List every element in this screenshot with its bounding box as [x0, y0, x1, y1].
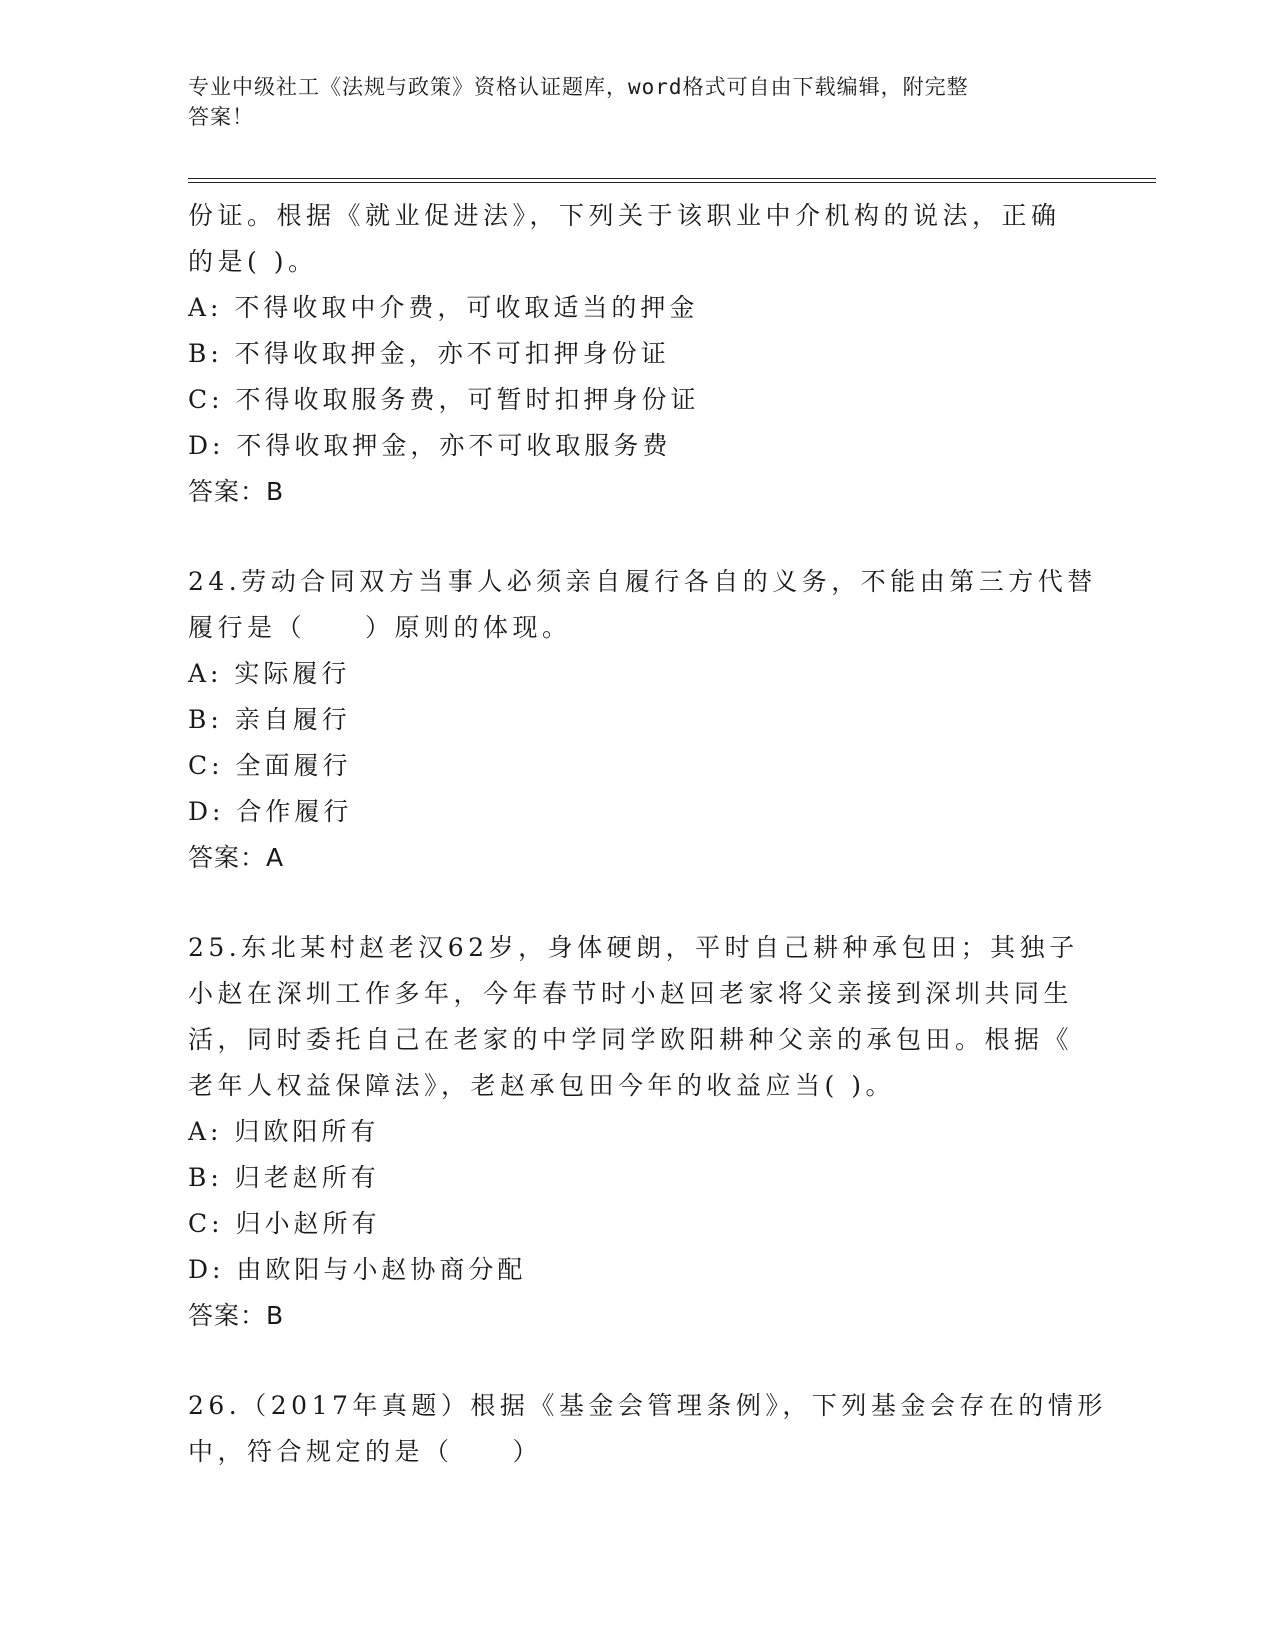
question-text: [188, 559, 1097, 651]
header-divider: [188, 178, 1156, 183]
question-line: 老年人权益保障法》，老赵承包田今年的收益应当( )。: [188, 1071, 895, 1100]
option-a: A: 归欧阳所有: [188, 1117, 380, 1146]
question-block: [188, 559, 1097, 881]
question-list: [188, 193, 1107, 1475]
question-line: 24.劳动合同双方当事人必须亲自履行各自的义务，不能由第三方代替: [188, 567, 1097, 596]
option-c: C: 全面履行: [188, 751, 352, 780]
option-a: A: 不得收取中介费，可收取适当的押金: [188, 293, 699, 322]
question-line: 25.东北某村赵老汉62岁，身体硬朗，平时自己耕种承包田；其独子: [188, 933, 1079, 962]
question-line: 小赵在深圳工作多年，今年春节时小赵回老家将父亲接到深圳共同生: [188, 979, 1074, 1008]
answer-line: 答案：A: [188, 843, 285, 872]
question-line: 中，符合规定的是（ ）: [188, 1437, 543, 1466]
answer-line: 答案：B: [188, 477, 285, 506]
question-text: [188, 925, 1088, 1109]
question-block: [188, 193, 1088, 515]
option-c: C: 不得收取服务费，可暂时扣押身份证: [188, 385, 700, 414]
question-line: 的是( )。: [188, 247, 318, 276]
question-line: 履行是（ ）原则的体现。: [188, 613, 572, 642]
option-d: D: 不得收取押金，亦不可收取服务费: [188, 431, 672, 460]
option-d: D: 由欧阳与小赵协商分配: [188, 1255, 527, 1284]
question-block: [188, 1383, 1107, 1475]
option-b: B: 归老赵所有: [188, 1163, 380, 1192]
option-a: A: 实际履行: [188, 659, 351, 688]
header-line-2: 答案！: [188, 105, 254, 129]
option-b: B: 亲自履行: [188, 705, 351, 734]
answer-line: 答案：B: [188, 1301, 285, 1330]
option-b: B: 不得收取押金，亦不可扣押身份证: [188, 339, 670, 368]
header-line-1: 专业中级社工《法规与政策》资格认证题库，word格式可自由下载编辑，附完整: [188, 75, 969, 99]
question-text: [188, 1383, 1107, 1475]
option-c: C: 归小赵所有: [188, 1209, 381, 1238]
option-d: D: 合作履行: [188, 797, 353, 826]
question-line: 份证。根据《就业促进法》，下列关于该职业中介机构的说法，正确: [188, 201, 1061, 230]
question-line: 26.（2017年真题）根据《基金会管理条例》，下列基金会存在的情形: [188, 1391, 1107, 1420]
question-line: 活，同时委托自己在老家的中学同学欧阳耕种父亲的承包田。根据《: [188, 1025, 1074, 1054]
page-header: [188, 72, 1078, 132]
question-text: [188, 193, 1088, 285]
question-block: [188, 925, 1088, 1339]
